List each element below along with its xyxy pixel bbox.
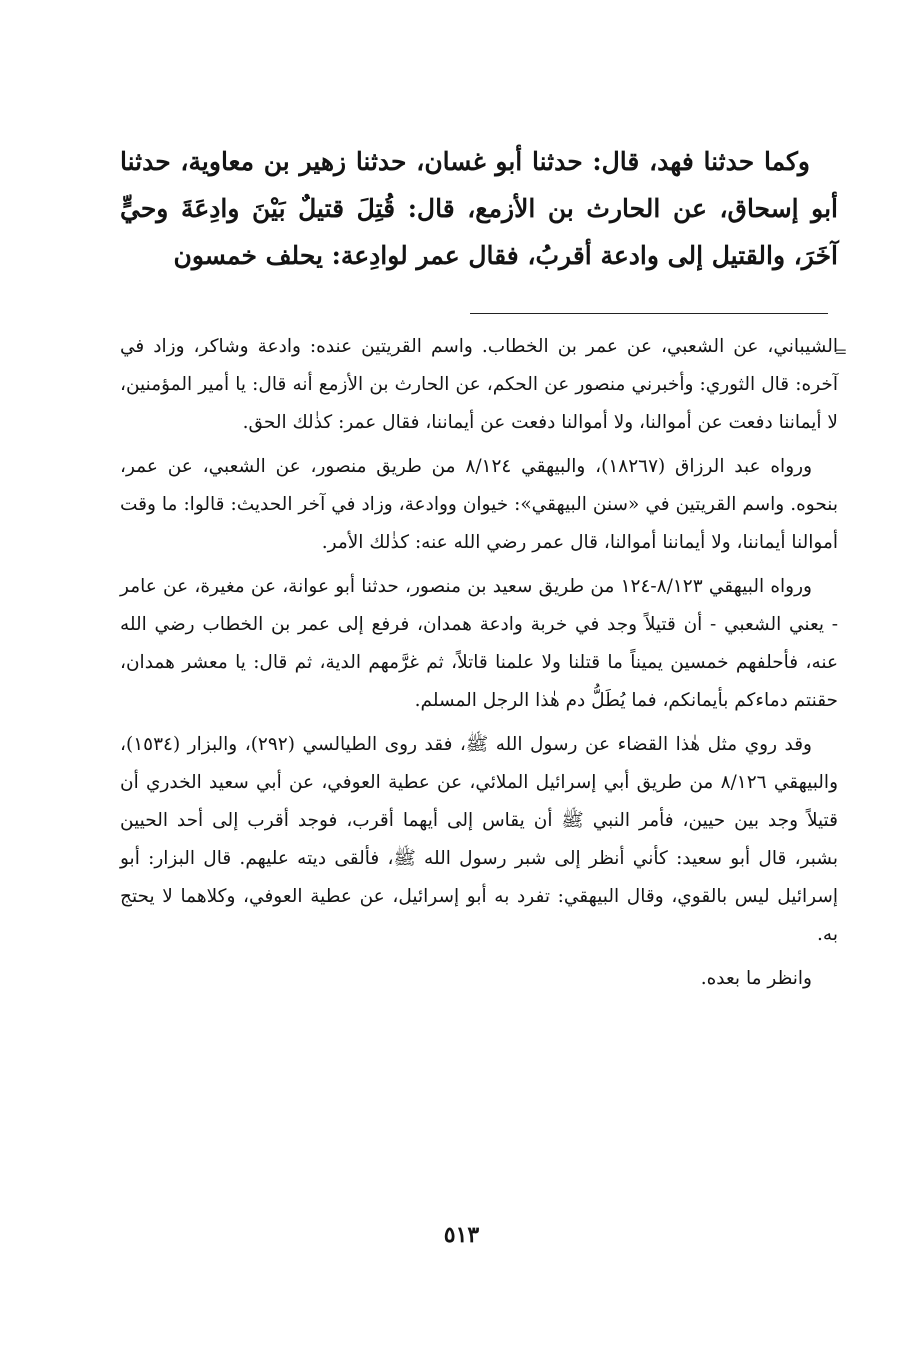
footnote-divider xyxy=(470,313,828,314)
main-paragraph: وكما حدثنا فهد، قال: حدثنا أبو غسان، حدثنا زهير بن معاوية، حدثنا أبو إسحاق، عن الحارث بن الأزمع، قال: قُتِلَ قتيلٌ بَيْنَ وادِعَةَ وحيٍّ آخَرَ، والقتيل إلى وادعة أقربُ، فقال عمر لوادِعة: يحلف خمسون xyxy=(120,147,838,270)
footnote-paragraph: ورواه عبد الرزاق (١٨٢٦٧)، والبيهقي ٨/١٢٤ من طريق منصور، عن الشعبي، عن عمر، بنحوه. واسم القريتين في «سنن البيهقي»: خيوان ووادعة، وزاد في آخر الحديث: قالوا: ما وقت أموالنا أيماننا، ولا أيماننا أموالنا، قال عمر رضي الله عنه: كذٰلك الأمر. xyxy=(120,456,838,553)
page-number: ٥١٣ xyxy=(443,1222,480,1248)
footnote-paragraph: وقد روي مثل هٰذا القضاء عن رسول الله ﷺ، فقد روى الطيالسي (٢٩٢)، والبزار (١٥٣٤)، والبيهقي ٨/١٢٦ من طريق أبي إسرائيل الملائي، عن عطية العوفي، عن أبي سعيد الخدري أن قتيلاً وجد بين حيين، فأمر النبي ﷺ أن يقاس إلى أيهما أقرب، فوجد أقرب إلى أحد الحيين بشبر، قال أبو سعيد: كأني أنظر إلى شبر رسول الله ﷺ، فألقى ديته عليهم. قال البزار: أبو إسرائيل ليس بالقوي، وقال البيهقي: تفرد به أبو إسرائيل، عن عطية العوفي، وكلاهما لا يحتج به. xyxy=(120,734,839,945)
footnote-paragraph: وانظر ما بعده. xyxy=(700,968,812,989)
main-text xyxy=(120,138,838,279)
footnotes xyxy=(120,328,838,1004)
continuation-mark: = xyxy=(834,342,848,361)
footnote-paragraph: الشيباني، عن الشعبي، عن عمر بن الخطاب. واسم القريتين عنده: وادعة وشاكر، وزاد في آخره: قال الثوري: وأخبرني منصور عن الحكم، عن الحارث بن الأزمع أنه قال: يا أمير المؤمنين، لا أيماننا دفعت عن أموالنا، ولا أموالنا دفعت عن أيماننا، فقال عمر: كذٰلك الحق. xyxy=(120,336,838,433)
footnote-paragraph: ورواه البيهقي ٨/١٢٣-١٢٤ من طريق سعيد بن منصور، حدثنا أبو عوانة، عن مغيرة، عن عامر - يعني الشعبي - أن قتيلاً وجد في خربة وادعة همدان، فرفع إلى عمر بن الخطاب رضي الله عنه، فأحلفهم خمسين يميناً ما قتلنا ولا علمنا قاتلاً، ثم غرَّمهم الدية، ثم قال: يا معشر همدان، حقنتم دماءكم بأيمانكم، فما يُطَلُّ دم هٰذا الرجل المسلم. xyxy=(120,576,838,711)
